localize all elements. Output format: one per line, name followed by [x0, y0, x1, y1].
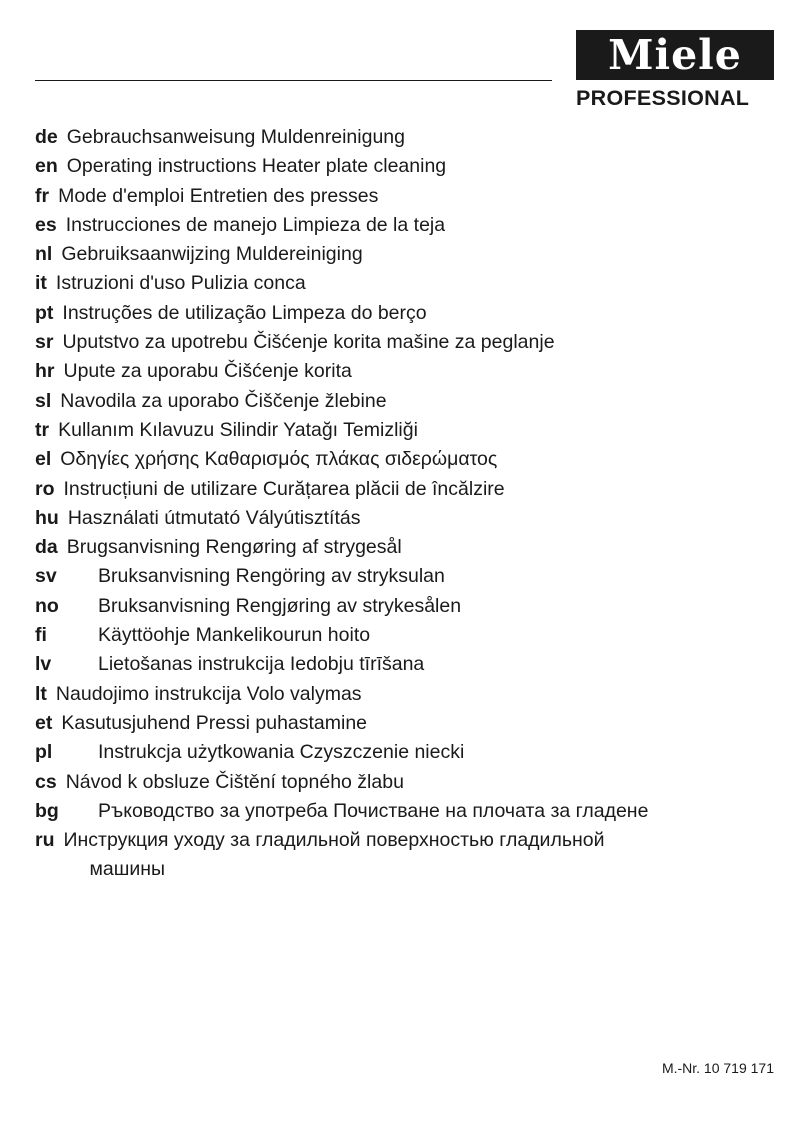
language-title: Käyttöohje Mankelikourun hoito	[98, 624, 371, 647]
list-item-et	[35, 709, 775, 738]
language-code: pt	[35, 301, 54, 324]
language-code: bg	[35, 799, 59, 822]
language-title: Инструкция уходу за гладильной поверхностью гладильной	[63, 829, 605, 852]
language-title: Istruzioni d'uso Pulizia conca	[55, 272, 306, 295]
language-code: hu	[35, 506, 59, 529]
list-item-sl	[35, 387, 775, 416]
language-title: Instrucciones de manejo Limpieza de la teja	[65, 213, 446, 236]
list-item-bg	[35, 797, 775, 826]
list-item-sv	[35, 562, 775, 591]
language-code: tr	[35, 418, 50, 441]
language-code: lv	[35, 653, 52, 676]
language-code: fi	[35, 624, 47, 647]
language-title-block	[64, 826, 684, 885]
language-title: Operating instructions Heater plate cleaning	[66, 155, 447, 178]
language-title: Mode d'emploi Entretien des presses	[58, 184, 379, 207]
list-item-de	[35, 123, 775, 152]
material-number: M.-Nr. 10 719 171	[661, 1060, 774, 1076]
list-item-it	[35, 269, 775, 298]
list-item-ru	[35, 826, 775, 885]
language-title: Bruksanvisning Rengöring av stryksulan	[98, 565, 445, 588]
language-code: de	[35, 126, 58, 148]
list-item-es	[35, 211, 775, 240]
list-item-ro	[35, 475, 775, 504]
list-item-tr	[35, 416, 775, 445]
language-title: Uputstvo za upotrebu Čišćenje korita mašine za peglanje	[62, 331, 555, 354]
list-item-fr	[35, 182, 775, 211]
list-item-cs	[35, 768, 775, 797]
list-item-fi	[35, 621, 775, 650]
language-title: Kullanım Kılavuzu Silindir Yatağı Temizliği	[58, 418, 418, 441]
language-title: Gebruiksaanwijzing Muldereiniging	[61, 243, 363, 266]
professional-label: PROFESSIONAL	[576, 86, 750, 110]
language-code: lt	[35, 682, 47, 705]
list-item-lt	[35, 680, 775, 709]
language-code: it	[35, 272, 47, 295]
list-item-el	[35, 445, 775, 474]
language-code: es	[35, 213, 57, 236]
language-title: Instruções de utilização Limpeza do berço	[62, 301, 427, 324]
list-item-da	[35, 533, 775, 562]
language-title: Gebrauchsanweisung Muldenreinigung	[66, 126, 405, 148]
language-code: da	[35, 536, 58, 559]
language-title: Bruksanvisning Rengjøring av strykesålen	[98, 594, 462, 617]
language-title: Navodila za uporabo Čiščenje žlebine	[60, 389, 387, 412]
language-code: cs	[35, 770, 57, 793]
language-code: no	[35, 594, 59, 617]
language-code: ro	[35, 477, 55, 500]
header-rule	[35, 80, 552, 81]
language-code: hr	[35, 360, 55, 383]
language-title-list	[35, 123, 775, 885]
language-title: Návod k obsluze Čištění topného žlabu	[65, 770, 404, 793]
list-item-no	[35, 592, 775, 621]
miele-professional-logo	[576, 30, 774, 110]
list-item-lv	[35, 650, 775, 679]
language-title: Upute za uporabu Čišćenje korita	[63, 360, 352, 383]
list-item-en	[35, 152, 775, 181]
list-item-nl	[35, 240, 775, 269]
language-code: fr	[35, 184, 50, 207]
language-title: Naudojimo instrukcija Volo valymas	[55, 682, 362, 705]
list-item-sr	[35, 328, 775, 357]
language-title: Kasutusjuhend Pressi puhastamine	[61, 711, 368, 734]
language-code: el	[35, 448, 52, 471]
language-title: Lietošanas instrukcija Iedobju tīrīšana	[98, 653, 425, 676]
language-code: sl	[35, 389, 52, 412]
language-title: Ръководство за употреба Почистване на плочата за гладене	[98, 799, 649, 822]
miele-logo-wordmark: Miele	[576, 30, 774, 80]
language-code: nl	[35, 243, 53, 266]
language-code: sr	[35, 331, 54, 354]
language-title: Instrukcja użytkowania Czyszczenie niecki	[98, 741, 465, 764]
language-code: ru	[35, 829, 55, 852]
list-item-pl	[35, 738, 775, 767]
language-title: Οδηγίες χρήσης Καθαρισμός πλάκας σιδερώματος	[60, 448, 498, 471]
language-title-continuation: машины	[89, 858, 166, 881]
language-title: Instrucțiuni de utilizare Curățarea plăcii de încălzire	[63, 477, 505, 500]
language-code: pl	[35, 741, 53, 764]
language-code: et	[35, 711, 53, 734]
language-title: Brugsanvisning Rengøring af strygesål	[66, 536, 402, 559]
list-item-hr	[35, 357, 775, 386]
language-code: en	[35, 155, 58, 178]
list-item-hu	[35, 504, 775, 533]
language-code: sv	[35, 565, 57, 588]
list-item-pt	[35, 299, 775, 328]
language-title: Használati útmutató Vályútisztítás	[67, 506, 361, 529]
